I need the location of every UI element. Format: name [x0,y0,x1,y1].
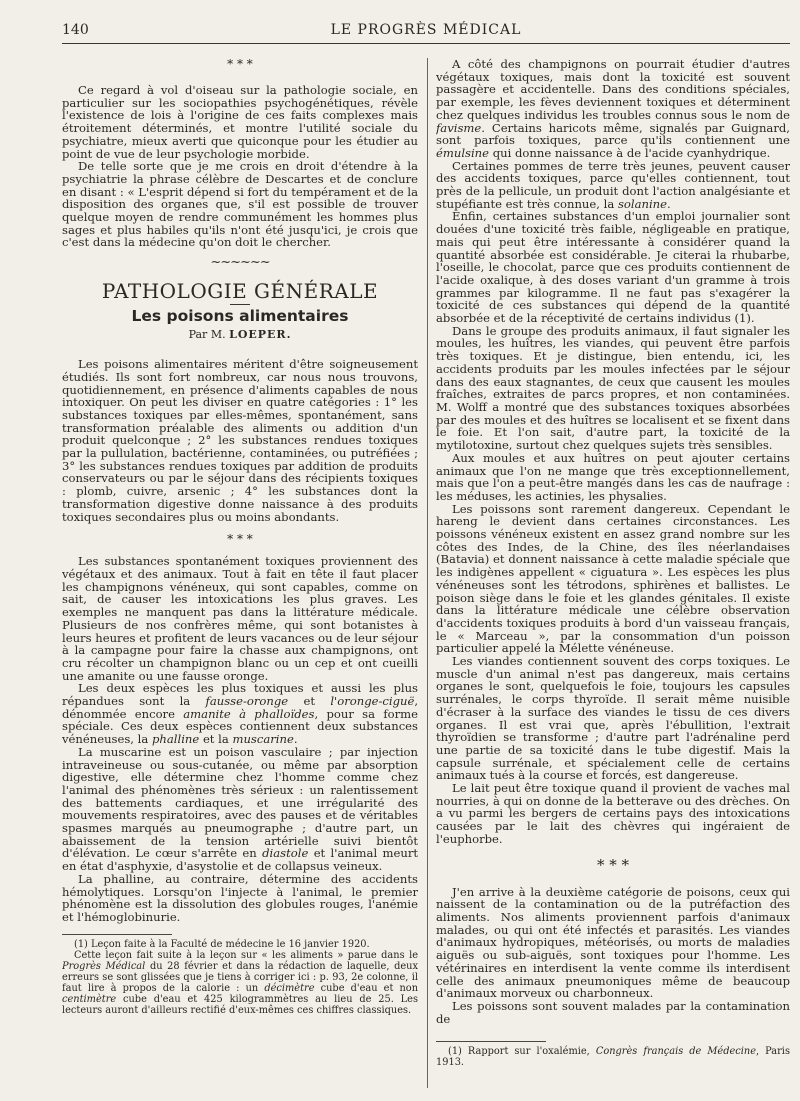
byline-author: LOEPER. [229,328,292,342]
paragraph: La phalline, au contraire, détermine des accidents hémolytiques. Lorsqu'on l'injecte à l'animal, le premier phénomène est la dissolution des globules rouges, l'anémie et l'hémoglobinurie. [62,871,418,924]
footnote: (1) Leçon faite à la Faculté de médecine le 16 janvier 1920. [74,938,370,950]
asterism: * * * [227,532,253,547]
asterism: * * * [596,855,630,874]
footnote-rule [436,1041,546,1042]
footnote-rule [62,934,172,935]
paragraph: Les deux espèces les plus toxiques et aussi les plus répandues sont la fausse-oronge et l'oronge-ciguë, dénommée encore amanite à phalloïdes, pour sa forme spéciale. Ces deux espèces contiennent deux substances vénéneuses, la phalline et la muscarine. [62,681,418,747]
paragraph: Certaines pommes de terre très jeunes, peuvent causer des accidents toxiques, parce qu'elles contiennent, tout près de la pellicule, un produit dont l'action analgésiante et stupéfiante est très connue, la solanine. [436,158,790,211]
paragraph: Les substances spontanément toxiques proviennent des végétaux et des animaux. Tout à fait en tête il faut placer les champignons vénéneux, qui sont capables, comme on sait, de causer les intoxications les plus graves. Les exemples ne manquent pas dans la littérature médicale. Plusieurs de nos confrères même, qui sont botanistes à leurs heures et profitent de leurs vacances ou de leur séjour à la campagne pour faire la chasse aux champignons, ont cru récolter un champignon blanc ou un cep et ont cueilli une amanite ou une fausse oronge. [62,554,418,683]
column-divider [427,58,428,1088]
byline-prefix: Par M. [188,328,226,342]
article-title: Les poisons alimentaires [131,307,349,326]
footnote: (1) Rapport sur l'oxalémie, Congrès français de Médecine, Paris 1913. [436,1046,790,1069]
paragraph: Ce regard à vol d'oiseau sur la pathologie sociale, en particulier sur les sociopathies psychogénétiques, révèle l'existence de lois à l'origine de ces faits complexes mais étroitement déterminés, et montre l'utilité sociale du psychiatre, mieux averti que quiconque pour les étudier au point de vue de leur psychologie morbide. [62,83,418,161]
asterism: * * * [227,58,253,71]
right-column [436,58,790,1081]
paragraph: J'en arrive à la deuxième catégorie de poisons, ceux qui naissent de la contamination ou de la putréfaction des aliments. Nos aliments proviennent parfois d'animaux malades, ou qui ont été infectés et parasités. Les viandes d'animaux hydropiques, météorisés, ou morts de maladies aiguës ou sub-aiguës, sont toxiques pour l'homme. Les vétérinaires en interdisent la vente comme ils interdisent celle des animaux pneumoniques même de beaucoup d'animaux morveux ou charbonneux. [436,884,790,1001]
page-number: 140 [62,22,89,38]
section-title: PATHOLOGIE GÉNÉRALE [101,279,379,304]
left-column [62,58,418,1081]
paragraph: Les poissons sont rarement dangereux. Cependant le hareng le devient dans certaines circonstances. Les poissons vénéneux existent en assez grand nombre sur les côtes des Indes, de la Chine, des îles néerlandaises (Batavia) et donnent naissance à cette maladie spéciale que les indigènes appellent « ciguatura ». Les espèces les plus vénéneuses sont les tétrodons, sphirènes et ballistes. Le poison siège dans le foie et les glandes génitales. Il existe dans la littérature médicale une célèbre observation d'accidents toxiques produits à bord d'un vaisseau français, le « Marceau », par la consommation d'un poisson particulier appelé la Mélette vénéneuse. [436,501,790,656]
paragraph: Les poissons sont souvent malades par la contamination de [436,998,790,1026]
page-header [62,22,790,42]
paragraph: De telle sorte que je me crois en droit d'étendre à la psychiatrie la phrase célèbre de Descartes et de conclure en disant : « L'esprit dépend si fort du tempérament et de la disposition des organes que, s'il est possible de trouver quelque moyen de rendre communément les hommes plus sages et plus habiles qu'ils n'ont été jusqu'ici, je crois que c'est dans la médecine qu'on doit le chercher. [62,159,418,250]
paragraph: Aux moules et aux huîtres on peut ajouter certains animaux que l'on ne mange que très exceptionnellement, mais que l'on a peut-être mangés dans les cas de naufrage : les méduses, les actinies, les physalies. [436,450,790,503]
paragraph: A côté des champignons on pourrait étudier d'autres végétaux toxiques, mais dont la toxicité est souvent passagère et accidentelle. Dans des conditions spéciales, par exemple, les fèves deviennent toxiques et déterminent chez quelques individus les troubles connus sous le nom de favisme. Certains haricots même, signalés par Guignard, sont parfois toxiques, parce qu'ils contiennent une émulsine qui donne naissance à de l'acide cyanhydrique. [436,58,790,160]
journal-title: LE PROGRÈS MÉDICAL [330,22,522,38]
paragraph: Le lait peut être toxique quand il provient de vaches mal nourries, à qui on donne de la betterave ou des drèches. On a vu parmi les bergers de certains pays des intoxications causées par le lait des chèvres qui ingéraient de l'euphorbe. [436,781,790,846]
title-rule [230,304,250,305]
paragraph: Dans le groupe des produits animaux, il faut signaler les moules, les huîtres, les viandes, qui peuvent être parfois très toxiques. Et je distingue, bien entendu, ici, les accidents produits par les moules infectées par le séjour dans des eaux stagnantes, de ceux que causent les moules fraîches, extraites de parcs propres, et non contaminées. M. Wolff a montré que des substances toxiques absorbées par des moules et des huîtres se localisent et se fixent dans le foie. Et l'on sait, d'autre part, la toxicité de la mytilotoxine, surtout chez quelques sujets très sensibles. [436,323,790,453]
paragraph: Enfin, certaines substances d'un emploi journalier sont douées d'une toxicité très faible, négligeable en pratique, mais qui peut être intéressante à considérer quand la quantité absorbée est considérable. Je citerai la rhubarbe, l'oseille, le chocolat, parce que ces produits contiennent de l'acide oxalique, à des doses variant d'un gramme à trois grammes par kilogramme. Il ne faut pas s'exagérer la toxicité de ces substances qui dépend de la quantité absorbée et de la réceptivité de certains individus (1). [436,209,790,326]
footnote: Cette leçon fait suite à la leçon sur « les aliments » parue dans le Progrès Médical du 28 février et dans la rédaction de laquelle, deux erreurs se sont glissées que je tiens à corriger ici : p. 93, 2e colonne, il faut lire à propos de la calorie : un décimètre cube d'eau et non centimètre cube d'eau et 425 kilogrammètres au lieu de 25. Les lecteurs auront d'ailleurs rectifié d'eux-mêmes ces chiffres classiques. [62,949,418,1016]
paragraph: La muscarine est un poison vasculaire ; par injection intraveineuse ou sous-cutanée, ou même par absorption digestive, elle détermine chez l'homme comme chez l'animal des phénomènes très sérieux : un ralentissement des battements cardiaques, et une irrégularité des mouvements respiratoires, avec des pauses et de véritables spasmes marqués au pneumographe ; d'autre part, un abaissement de la tension artérielle suivi bientôt d'élévation. Le cœur s'arrête en diastole et l'animal meurt en état d'asphyxie, d'asystolie et de collapsus veineux. [62,744,418,874]
paragraph: Les poisons alimentaires méritent d'être soigneusement étudiés. Ils sont fort nombreux, car nous nous trouvons, quotidiennement, en présence d'aliments capables de nous intoxiquer. On peut les diviser en quatre catégories : 1° les substances toxiques par elles-mêmes, spontanément, sans transformation préalable des aliments ou addition d'un produit quelconque ; 2° les substances rendues toxiques par la pullulation, bactérienne, contaminées, ou putréfiées ; 3° les substances rendues toxiques par addition de produits conservateurs ou par le séjour dans des récipients toxiques : plomb, cuivre, arsenic ; 4° les substances dont la transformation digestive donne naissance à des produits toxiques secondaires plus ou moins abondants. [62,357,418,524]
paragraph: Les viandes contiennent souvent des corps toxiques. Le muscle d'un animal n'est pas dangereux, mais certains organes le sont, quelquefois le foie, toujours les capsules surrénales, le corps thyroïde. Il serait même nuisible d'écraser à la surface des viandes le tissu de ces divers organes. Il est vrai que, après l'ébullition, l'extrait thyroïdien se transforme ; d'autre part l'adrénaline perd une partie de sa toxicité dans le tube digestif. Mais la capsule surrénale, et spécialement celle de certains animaux tués à la course et forcés, est dangereuse. [436,654,790,783]
wave-separator: ~~~~~~ [210,255,270,271]
header-rule [62,43,790,44]
byline [62,328,418,342]
